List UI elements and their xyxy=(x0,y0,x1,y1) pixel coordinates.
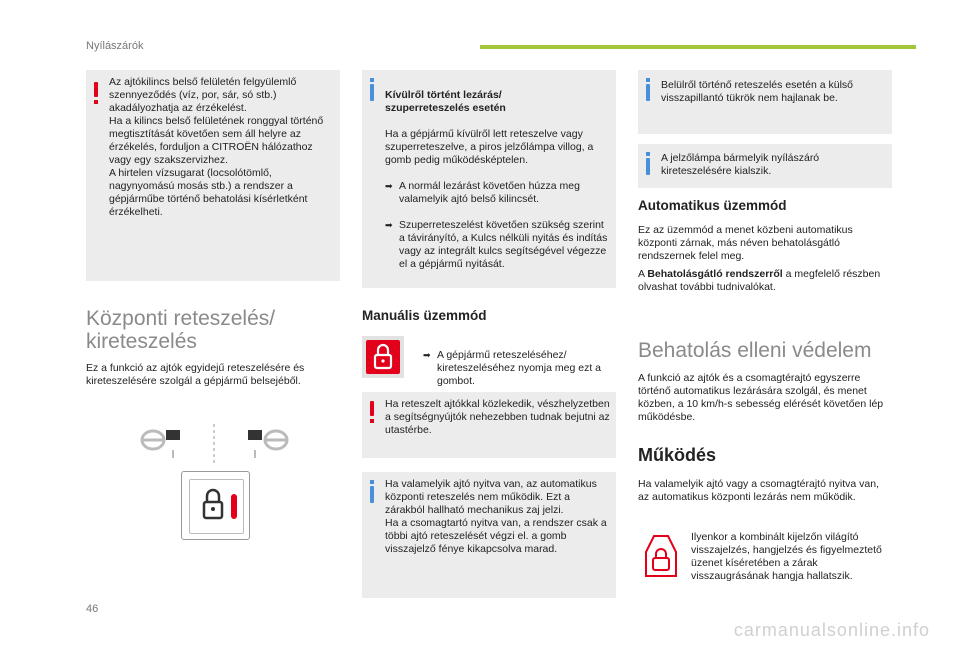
lock-indicator-icon xyxy=(362,336,404,378)
info-icon xyxy=(370,84,374,101)
info-icon xyxy=(646,158,650,175)
lock-button-panel xyxy=(181,471,250,540)
section-title-central-locking: Központi reteszelés/ kireteszelés xyxy=(86,307,276,353)
info-box-mirrors xyxy=(638,70,892,134)
info-icon xyxy=(646,84,650,101)
warning-box-manual xyxy=(362,392,616,458)
info-box-open-door xyxy=(362,472,616,598)
info-box-indicator xyxy=(638,144,892,188)
info-box-title: Kívülről történt lezárás/ szuperreteszelés esetén xyxy=(385,89,506,114)
info-box-external-lock xyxy=(362,70,616,288)
central-locking-text: Ez a funkció az ajtók egyidejű reteszelésére és kireteszelésére szolgál a gépjármű belsejéből. xyxy=(86,362,305,387)
lock-button-icon[interactable] xyxy=(189,479,244,534)
door-handle-icon xyxy=(142,430,180,458)
warning-icon xyxy=(94,82,98,97)
info-text: Belülről történő reteszelés esetén a külső visszapillantó tükrök nem hajlanak be. xyxy=(661,79,854,104)
door-handle-icon xyxy=(248,430,287,458)
watermark: carmanualsonline.info xyxy=(733,620,930,640)
list-item: ➡ Szuperreteszelést követően szükség szerint a távirányító, a Kulcs nélküli nyitás és indítás vagy az integrált kulcs segítségével végezze el a gépjármű nyitását. xyxy=(385,219,608,270)
door-handle-illustration xyxy=(136,420,296,466)
section-header: Nyílászárók xyxy=(86,40,144,52)
list-item: ➡ A normál lezárást követően húzza meg valamelyik ajtó belső kilincsét. xyxy=(385,180,580,205)
manual-mode-title: Manuális üzemmód xyxy=(362,308,487,323)
header-accent-bar xyxy=(480,45,916,49)
warning-text: Az ajtókilincs belső felületén felgyülemlő szennyeződés (víz, por, sár, só stb.) akadályozhatja az érzékelést. Ha a kilincs belső felületének ronggyal történő megtisztítását követően sem áll helyre az érzékelés, forduljon a CITROËN hálózathoz vagy egy szakszervizhez. A hirtelen vízsugarat (locsolótömlő, nagynyomású mosás stb.) a rendszer a gépjárműbe történő behatolási kísérletként érzékelheti. xyxy=(109,76,324,218)
protection-text: A funkció az ajtók és a csomagtérajtó egyszerre történő automatikus lezárására szolgál, és menet közben, a 10 km/h-s sebesség elérését követően lép működésbe. xyxy=(638,372,884,423)
page-number: 46 xyxy=(86,603,99,615)
warning-text: Ha reteszelt ajtókkal közlekedik, vészhelyzetben a segítségnyújtók nehezebben tudnak bejutni az utastérbe. xyxy=(385,398,610,436)
operation-text: Ha valamelyik ajtó vagy a csomagtérajtó nyitva van, az automatikus központi lezárás nem működik. xyxy=(638,478,880,503)
operation-title: Működés xyxy=(638,445,717,465)
info-text: Ha valamelyik ajtó nyitva van, az automatikus központi reteszelés nem működik. Ezt a zárakból hallható mechanikus zaj jelzi. Ha a csomagtartó nyitva van, a rendszer csak a többi ajtó reteszelését végzi el. a gomb visszajelző fénye kikapcsolva marad. xyxy=(385,478,607,555)
auto-mode-title: Automatikus üzemmód xyxy=(638,198,787,213)
info-text: A jelzőlámpa bármelyik nyílászáró kireteszelésére kialszik. xyxy=(661,152,820,177)
manual-mode-bullet: ➡ A gépjármű reteszeléséhez/ kireteszeléséhez nyomja meg ezt a gombot. xyxy=(423,349,601,387)
warning-icon xyxy=(370,401,374,416)
info-icon xyxy=(370,486,374,503)
warning-box xyxy=(86,70,340,281)
auto-mode-text: Ez az üzemmód a menet közbeni automatikus központi zárnak, más néven behatolásgátló rendszernek felel meg. xyxy=(638,224,853,262)
operation-icon-text: Ilyenkor a kombinált kijelzőn világító visszajelzés, hangjelzés és figyelmeztető üzenet kíséretében a zárak visszaugrásának hangja hallatszik. xyxy=(691,531,882,582)
auto-mode-reference: A Behatolásgátló rendszerről a megfelelő részben olvashat további tudnivalókat. xyxy=(638,268,881,293)
door-lock-alert-icon xyxy=(640,532,682,580)
info-box-text: Ha a gépjármű kívülről lett reteszelve vagy szuperreteszelve, a piros jelzőlámpa villog, a gomb pedig működésképtelen. xyxy=(385,128,594,166)
section-title-protection: Behatolás elleni védelem xyxy=(638,339,872,362)
